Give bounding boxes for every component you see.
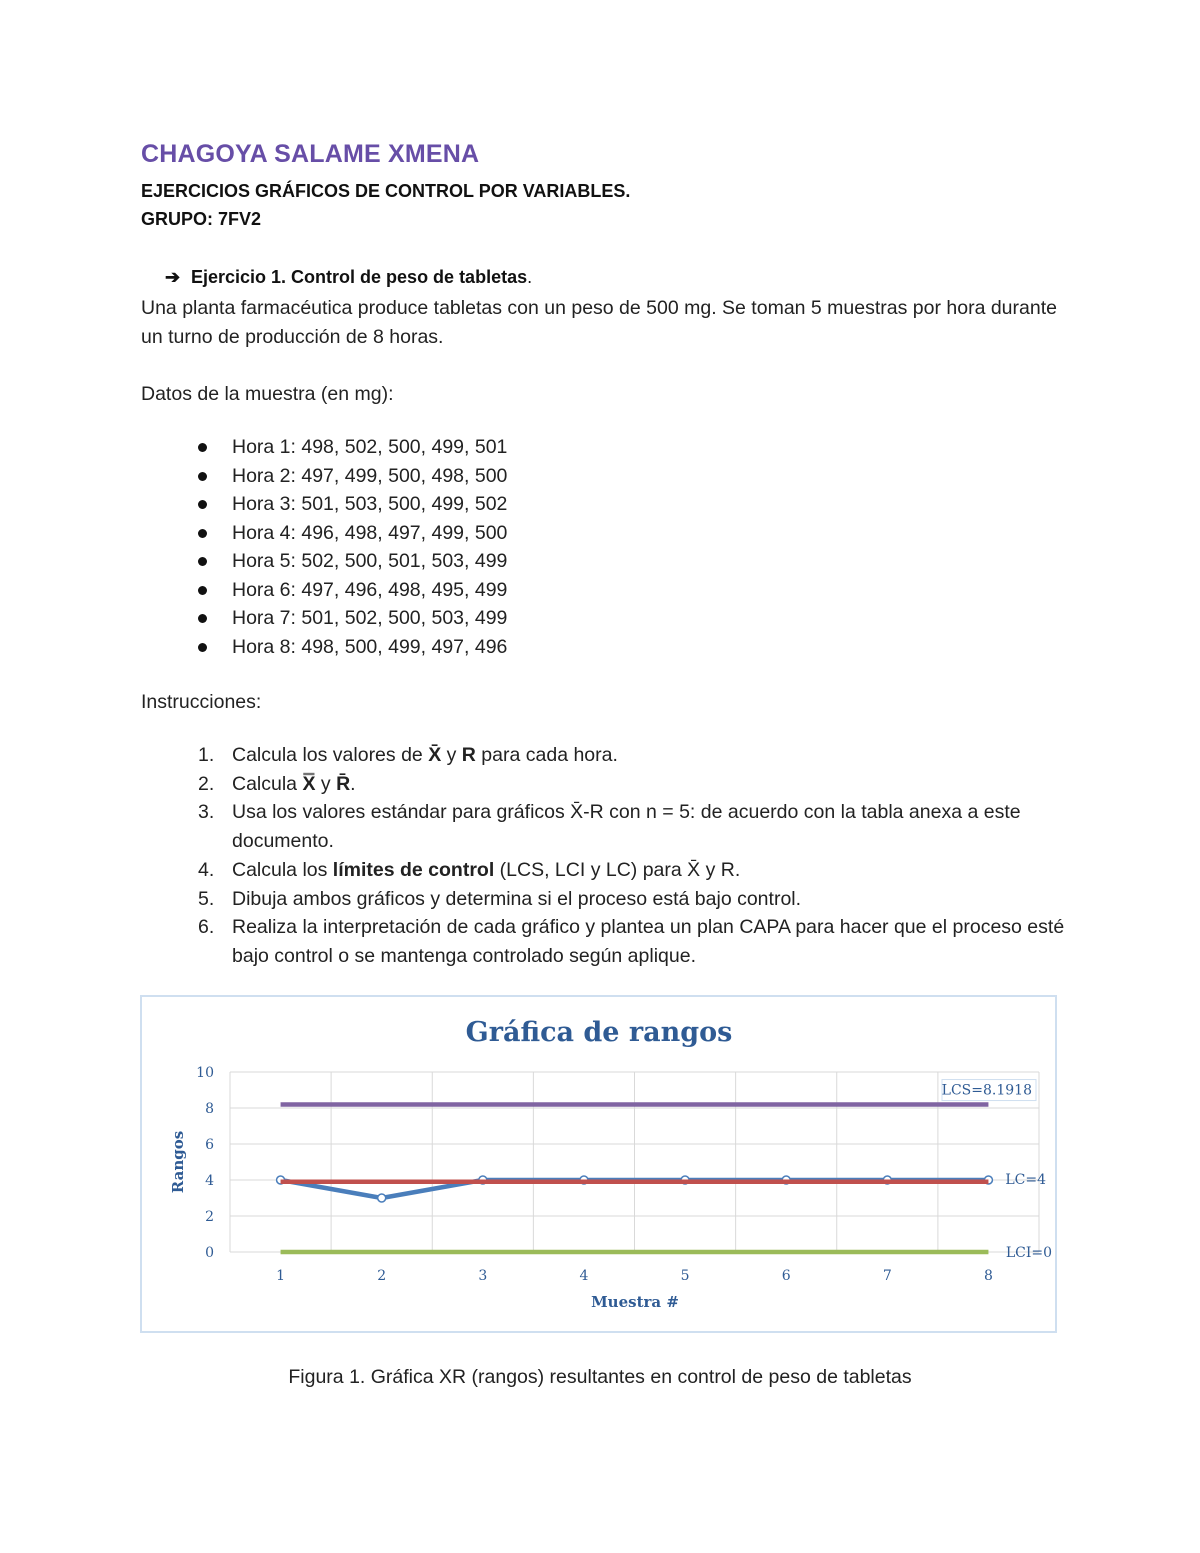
- step-bold: R: [461, 744, 476, 766]
- x-tick-label: 5: [680, 1268, 690, 1284]
- sample-text: Hora 3: 501, 503, 500, 499, 502: [232, 493, 508, 515]
- x-tick-label: 3: [478, 1268, 488, 1284]
- list-item: [141, 604, 507, 633]
- step-text: Usa los valores estándar para gráficos X̄-R con n = 5: de acuerdo con la tabla anexa a este documento.: [232, 801, 1021, 853]
- x-tick-label: 2: [377, 1268, 387, 1284]
- x-tick-label: 6: [781, 1268, 791, 1284]
- lcs-label: LCS=8.1918: [941, 1082, 1032, 1099]
- exercise-title-end: .: [527, 267, 533, 287]
- x-tick-label: 1: [276, 1268, 286, 1284]
- x-axis-label: Muestra #: [591, 1293, 679, 1311]
- chart-title: Gráfica de rangos: [465, 1017, 733, 1048]
- y-tick-label: 10: [196, 1065, 214, 1081]
- x-tick-label: 7: [882, 1268, 892, 1284]
- list-item: [141, 741, 1071, 770]
- sample-text: Hora 1: 498, 502, 500, 499, 501: [232, 436, 508, 458]
- step-number: 4.: [198, 858, 215, 881]
- y-tick-label: 6: [205, 1137, 214, 1153]
- list-item: [141, 633, 507, 662]
- y-axis-label: Rangos: [169, 1130, 187, 1194]
- y-tick-label: 8: [205, 1101, 214, 1117]
- step-bold: X̿: [302, 772, 316, 795]
- sample-text: Hora 4: 496, 498, 497, 499, 500: [232, 521, 508, 544]
- exercise-description: Una planta farmacéutica produce tabletas con un peso de 500 mg. Se toman 5 muestras por hora durante un turno de producción de 8 horas.: [141, 297, 1057, 348]
- bullet-icon: [198, 472, 207, 481]
- x-tick-label: 4: [579, 1268, 589, 1284]
- list-item: [141, 885, 1071, 914]
- step-text: .: [350, 772, 356, 795]
- list-item: [141, 576, 507, 605]
- step-bold: X̄: [428, 744, 442, 766]
- step-text: (LCS, LCI y LC) para X̄ y R.: [494, 858, 741, 881]
- exercise-title: Ejercicio 1. Control de peso de tabletas: [191, 267, 528, 287]
- lc-label: LC=4: [1005, 1172, 1046, 1188]
- range-chart: [140, 995, 1057, 1333]
- x-tick-label: 8: [983, 1268, 993, 1284]
- bullet-icon: [198, 643, 207, 652]
- instructions-label: Instrucciones:: [141, 691, 262, 713]
- bullet-icon: [198, 500, 207, 509]
- step-text: Calcula los valores de: [232, 744, 429, 766]
- arrow-right-icon: ➔: [165, 267, 181, 287]
- sample-text: Hora 2: 497, 499, 500, 498, 500: [232, 464, 508, 487]
- step-text: Dibuja ambos gráficos y determina si el proceso está bajo control.: [232, 887, 802, 910]
- step-text: Realiza la interpretación de cada gráfico y plantea un plan CAPA para hacer que el proceso esté bajo control o se mantenga controlado según aplique.: [232, 916, 1065, 967]
- list-item: [141, 770, 1071, 799]
- step-text: y: [441, 744, 462, 766]
- bullet-icon: [198, 557, 207, 566]
- step-bold: R̄: [336, 772, 351, 795]
- list-item: [141, 798, 1071, 855]
- exercise-heading: [165, 267, 532, 288]
- samples-list: [141, 433, 507, 661]
- step-number: 6.: [198, 916, 215, 939]
- group-label: GRUPO: 7FV2: [141, 209, 262, 229]
- bullet-icon: [198, 614, 207, 623]
- document-subtitle: EJERCICIOS GRÁFICOS DE CONTROL POR VARIABLES.: [141, 181, 631, 201]
- chart-svg: [142, 997, 1059, 1335]
- data-label: Datos de la muestra (en mg):: [141, 383, 394, 405]
- bullet-icon: [198, 586, 207, 595]
- step-text: y: [315, 772, 337, 795]
- instructions-list: [141, 741, 1071, 971]
- sample-text: Hora 7: 501, 502, 500, 503, 499: [232, 607, 508, 629]
- step-text: para cada hora.: [475, 744, 618, 766]
- data-point: [378, 1194, 386, 1202]
- figure-caption: Figura 1. Gráfica XR (rangos) resultantes en control de peso de tabletas: [288, 1366, 912, 1388]
- list-item: [141, 547, 507, 576]
- y-tick-label: 4: [205, 1173, 214, 1189]
- list-item: [141, 913, 1071, 970]
- sample-text: Hora 6: 497, 496, 498, 495, 499: [232, 578, 508, 601]
- list-item: [141, 433, 507, 462]
- author-name: CHAGOYA SALAME XMENA: [141, 140, 480, 168]
- lci-label: LCI=0: [1005, 1245, 1052, 1261]
- step-text: Calcula los: [232, 858, 333, 881]
- y-tick-label: 2: [205, 1209, 214, 1225]
- list-item: [141, 856, 1071, 885]
- step-bold: límites de control: [332, 858, 495, 881]
- bullet-icon: [198, 529, 207, 538]
- list-item: [141, 490, 507, 519]
- bullet-icon: [198, 443, 207, 452]
- y-tick-label: 0: [205, 1245, 214, 1261]
- sample-text: Hora 8: 498, 500, 499, 497, 496: [232, 635, 508, 658]
- sample-text: Hora 5: 502, 500, 501, 503, 499: [232, 550, 508, 572]
- step-text: Calcula: [232, 772, 303, 795]
- step-number: 2.: [198, 772, 215, 795]
- step-number: 3.: [198, 801, 215, 824]
- step-number: 1.: [198, 744, 215, 766]
- list-item: [141, 462, 507, 491]
- step-number: 5.: [198, 887, 215, 910]
- list-item: [141, 519, 507, 548]
